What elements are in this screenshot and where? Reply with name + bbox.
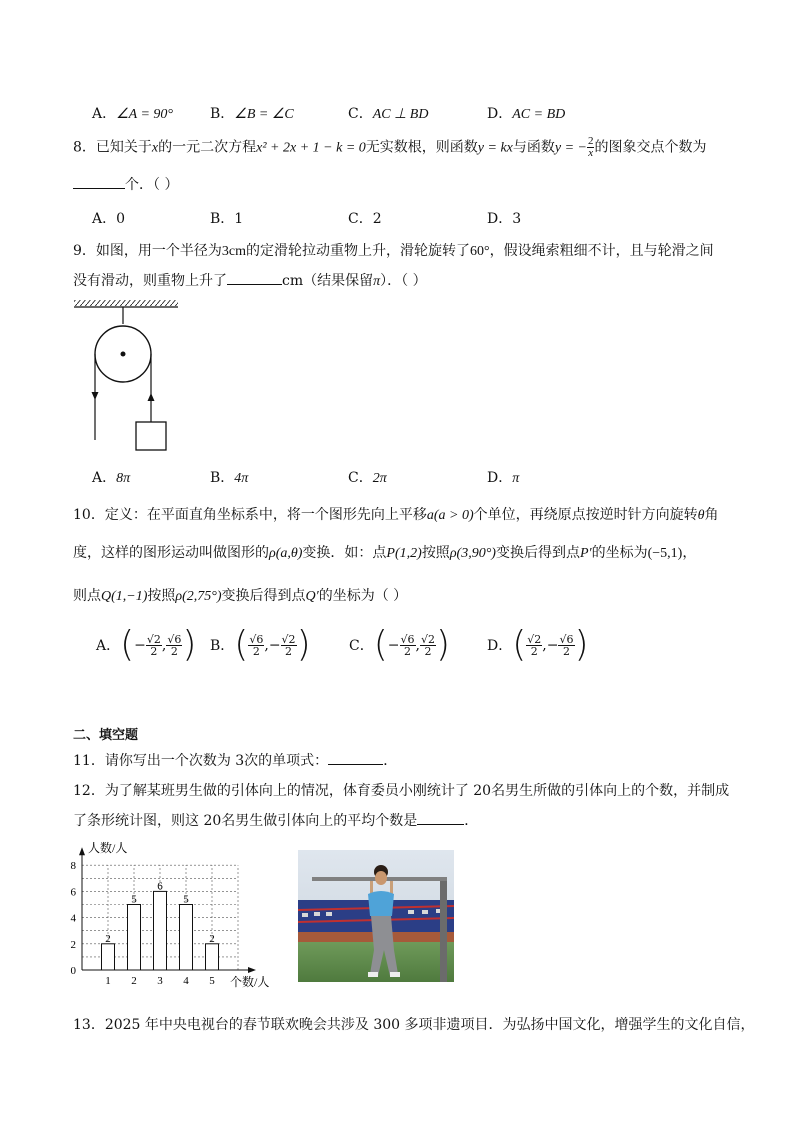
y-axis-arrow-icon bbox=[79, 847, 85, 855]
arrow-down-icon bbox=[92, 392, 99, 400]
q8-option-d: D．3 bbox=[487, 211, 522, 227]
pulley-figure bbox=[72, 298, 182, 454]
q10-line1: 10．定义：在平面直角坐标系中，将一个图形先向上平移a(a > 0)个单位，再绕原点按逆时针方向旋转θ角 bbox=[73, 507, 719, 523]
q8-option-a: A．0 bbox=[92, 211, 126, 227]
q9-option-a: A．8π bbox=[92, 470, 131, 486]
x-axis-label: 个数/人 bbox=[230, 975, 270, 989]
q10-option-a: A．(− $\frac{√2}{2}$ , $\frac{√6}{2}$ ) bbox=[96, 624, 197, 665]
q7-option-b: B．∠B = ∠C bbox=[210, 106, 294, 122]
bar bbox=[128, 905, 141, 971]
bar-value-label: 5 bbox=[183, 893, 189, 906]
y-tick-label: 6 bbox=[70, 886, 76, 899]
bar-value-label: 5 bbox=[131, 893, 137, 906]
q7-option-d: D．AC = BD bbox=[487, 106, 566, 122]
q11: 11．请你写出一个次数为 3次的单项式： ． bbox=[73, 750, 397, 770]
q10-line3: 则点Q(1,−1)按照ρ(2,75°)变换后得到点Q′的坐标为（ ） bbox=[73, 588, 408, 604]
bar bbox=[102, 944, 115, 970]
answer-blank[interactable] bbox=[417, 810, 464, 825]
arrow-up-icon bbox=[148, 393, 155, 401]
q10-option-b: B．( $\frac{√6}{2}$ ,− $\frac{√2}{2}$ ) bbox=[210, 624, 311, 665]
bar-chart bbox=[60, 840, 270, 992]
pulley-axle bbox=[121, 352, 126, 357]
q8-line2: 个．（ ） bbox=[73, 174, 178, 194]
bar bbox=[206, 944, 219, 970]
q10-option-d: D．( $\frac{√2}{2}$ ,− $\frac{√6}{2}$ ) bbox=[487, 624, 589, 665]
q8-fraction: $\frac{2}{x}$ bbox=[587, 135, 594, 159]
q12-line1: 12．为了解某班男生做的引体向上的情况，体育委员小刚统计了 20名男生所做的引体向上的个数，并制成 bbox=[73, 783, 730, 799]
q9-option-b: B．4π bbox=[210, 470, 249, 486]
q9-option-d: D．π bbox=[487, 470, 520, 486]
x-axis-arrow-icon bbox=[248, 967, 256, 973]
q9-option-c: C．2π bbox=[348, 470, 387, 486]
q9-line2: 没有滑动，则重物上升了 cm（结果保留π）．（ ） bbox=[73, 270, 427, 290]
y-tick-label: 2 bbox=[70, 938, 76, 951]
weight-block bbox=[136, 422, 166, 450]
q12-line2: 了条形统计图，则这 20名男生做引体向上的平均个数是 ． bbox=[73, 810, 478, 830]
q13-line1: 13．2025 年中央电视台的春节联欢晚会共涉及 300 多项非遗项目．为弘扬中国文化，增强学生的文化自信， bbox=[73, 1017, 755, 1033]
answer-blank[interactable] bbox=[328, 750, 383, 765]
x-tick-label: 2 bbox=[131, 975, 137, 987]
q8-stem: 8．已知关于x的一元二次方程x² + 2x + 1 − k = 0无实数根，则函数y = kx与函数y = − $\frac{2}{x}$ 的图象交点个数为 bbox=[73, 135, 707, 159]
q9-stem: 9．如图，用一个半径为3cm的定滑轮拉动重物上升，滑轮旋转了60°，假设绳索粗细不计，且与轮滑之间 bbox=[73, 243, 714, 259]
y-tick-label: 0 bbox=[70, 965, 76, 977]
y-axis-label: 人数/人 bbox=[88, 841, 128, 855]
bar-value-label: 6 bbox=[157, 880, 163, 893]
q7-option-a: A．∠A = 90° bbox=[92, 106, 174, 122]
q8-option-c: C．2 bbox=[348, 211, 382, 227]
pullup-photo bbox=[298, 850, 454, 982]
x-tick-label: 5 bbox=[209, 975, 215, 987]
bar-value-label: 2 bbox=[105, 932, 111, 945]
q10-line2: 度，这样的图形运动叫做图形的ρ(a,θ)变换．如：点P(1,2)按照ρ(3,90°)变换后得到点P′的坐标为(−5,1)， bbox=[73, 545, 697, 561]
y-tick-label: 4 bbox=[70, 912, 76, 925]
x-tick-label: 1 bbox=[105, 975, 111, 987]
bar-value-label: 2 bbox=[209, 932, 215, 945]
y-tick-label: 8 bbox=[70, 860, 76, 873]
x-tick-label: 3 bbox=[157, 975, 163, 987]
q7-option-c: C．AC ⊥ BD bbox=[348, 106, 429, 122]
q10-option-c: C．(− $\frac{√6}{2}$ , $\frac{√2}{2}$ ) bbox=[349, 624, 451, 665]
bar bbox=[180, 905, 193, 971]
x-tick-label: 4 bbox=[183, 975, 189, 987]
ceiling-hatch bbox=[74, 300, 178, 306]
bar bbox=[154, 891, 167, 970]
section-title: 二、填空题 bbox=[73, 728, 139, 743]
q8-option-b: B．1 bbox=[210, 211, 244, 227]
answer-blank[interactable] bbox=[227, 270, 282, 285]
answer-blank[interactable] bbox=[73, 174, 125, 189]
